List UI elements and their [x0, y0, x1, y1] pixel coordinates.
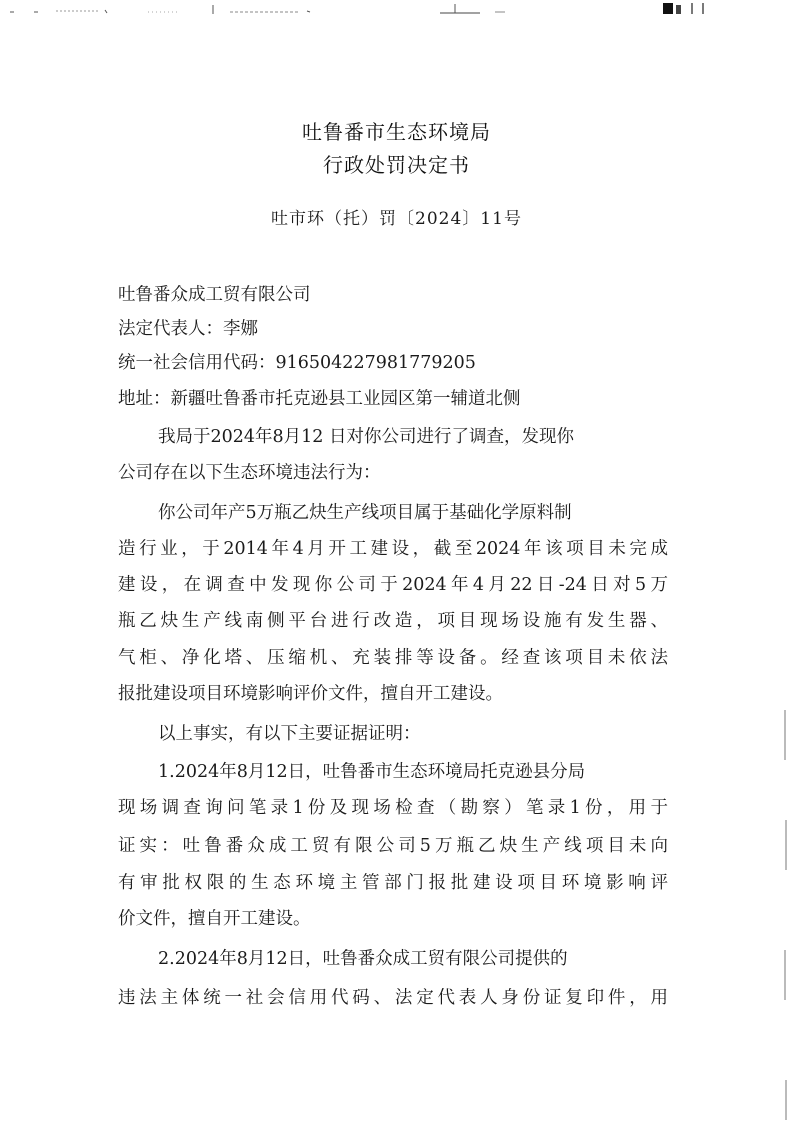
body-line: 有审批权限的生态环境主管部门报批建设项目环境影响评 — [118, 873, 668, 893]
body-line: 造行业，于2014年4月开工建设，截至2024年该项目未完成 — [118, 539, 668, 559]
body-line: 以上事实，有以下主要证据证明： — [158, 724, 421, 744]
legal-representative: 法定代表人：李娜 — [118, 319, 258, 339]
document-number: 吐市环（托）罚〔2024〕11号 — [271, 209, 522, 229]
body-line: 2.2024年8月12日，吐鲁番众成工贸有限公司提供的 — [158, 949, 568, 969]
body-line: 证实：吐鲁番众成工贸有限公司5万瓶乙炔生产线项目未向 — [118, 836, 668, 856]
body-line: 公司存在以下生态环境违法行为： — [118, 463, 381, 483]
body-line: 1.2024年8月12日，吐鲁番市生态环境局托克逊县分局 — [158, 762, 586, 782]
agency-title: 吐鲁番市生态环境局 — [302, 120, 491, 144]
body-line: 你公司年产5万瓶乙炔生产线项目属于基础化学原料制 — [158, 503, 572, 523]
document-type-title: 行政处罚决定书 — [323, 153, 470, 177]
body-line: 现场调查询问笔录1份及现场检查（勘察）笔录1份，用于 — [118, 798, 668, 818]
scan-artifact-top — [0, 0, 793, 22]
body-line: 价文件，擅自开工建设。 — [118, 909, 311, 929]
body-line: 建设，在调查中发现你公司于2024年4月22日-24日对5万 — [118, 575, 668, 595]
body-line: 违法主体统一社会信用代码、法定代表人身份证复印件，用 — [118, 988, 668, 1008]
company-name: 吐鲁番众成工贸有限公司 — [118, 285, 311, 305]
body-line: 我局于2024年8月12 日对你公司进行了调查，发现你 — [158, 427, 574, 447]
body-line: 气柜、净化塔、压缩机、充装排等设备。经查该项目未依法 — [118, 648, 668, 668]
body-line: 瓶乙炔生产线南侧平台进行改造，项目现场设施有发生器、 — [118, 611, 668, 631]
body-line: 报批建设项目环境影响评价文件，擅自开工建设。 — [118, 684, 503, 704]
credit-code: 统一社会信用代码：916504227981779205 — [118, 353, 476, 373]
address: 地址：新疆吐鲁番市托克逊县工业园区第一辅道北侧 — [118, 389, 521, 409]
